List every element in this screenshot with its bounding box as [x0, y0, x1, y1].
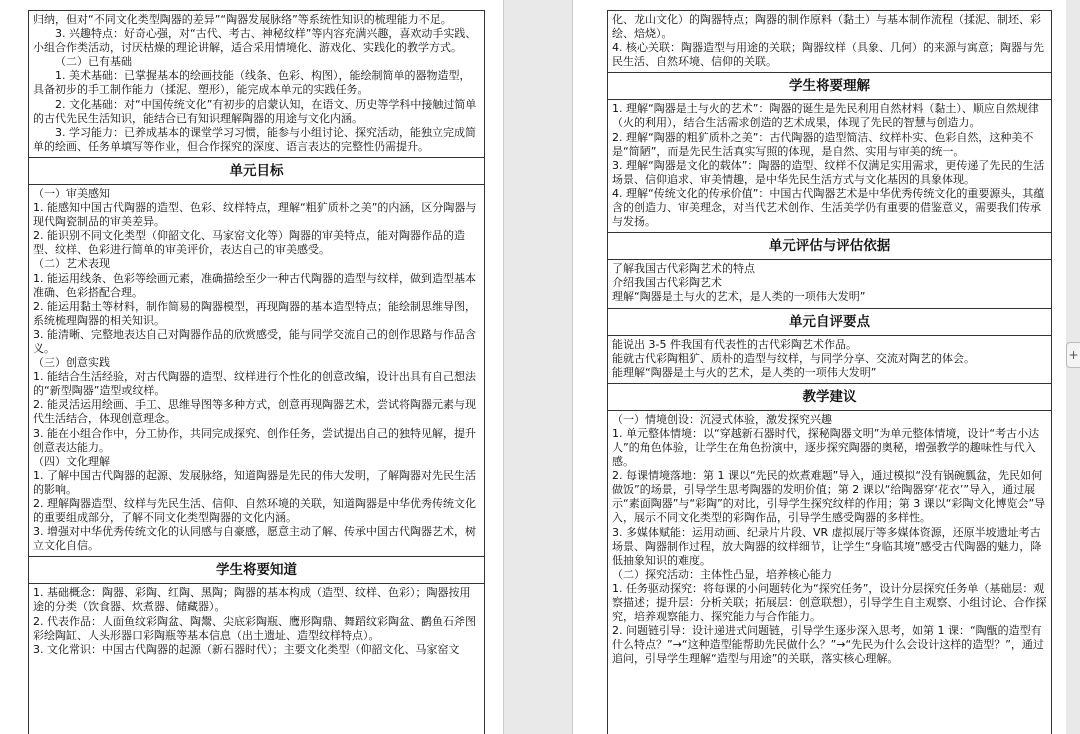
- subheading: （二）探究活动：主体性凸显，培养核心能力: [612, 567, 832, 581]
- lesson-plan-table: [607, 10, 1052, 734]
- paragraph: 2. 能识别不同文化类型（仰韶文化、马家窑文化等）陶器的审美特点，能对陶器作品的造型、纹样、色彩进行简单的审美评价，表达自己的审美感受。: [33, 229, 465, 257]
- paragraph: 能理解“陶器是土与火的艺术，是人类的一项伟大发明”: [612, 365, 877, 379]
- paragraph: 3. 能在小组合作中，分工协作，共同完成探究、创作任务，尝试提出自己的独特见解，提升创意表达能力。: [33, 426, 476, 454]
- paragraph: 1. 能结合生活经验，对古代陶器的造型、纹样进行个性化的创意改编，设计出具有自己想法的“新型陶器”造型或纹样。: [33, 370, 476, 398]
- lesson-plan-table: [28, 10, 485, 734]
- paragraph: 4. 理解“传统文化的传承价值”：中国古代陶器艺术是中华优秀传统文化的重要源头，其蕴含的创造力、审美理念，对当代艺术创作、生活美学仍有重要的借鉴意义，需要我们传承与发扬。: [612, 186, 1045, 229]
- paragraph: 3. 多媒体赋能：运用动画、纪录片片段、VR 虚拟展厅等多媒体资源，还原半坡遗址考古场景、陶器制作过程，放大陶器的纹样细节，让学生“身临其境”感受古代陶器的魅力，降低抽象知识的难度。: [612, 525, 1042, 567]
- paragraph: 1. 理解“陶器是土与火的艺术”：陶器的诞生是先民利用自然材料（黏土）、顺应自然规律（火的利用），结合生活需求创造的艺术成果，体现了先民的智慧与创造力。: [612, 102, 1039, 130]
- paragraph: 1. 了解中国古代陶器的起源、发展脉络，知道陶器是先民的伟大发明，了解陶器对先民生活的影响。: [33, 468, 476, 496]
- paragraph: 了解我国古代彩陶艺术的特点: [612, 262, 755, 276]
- unit-evaluation-cell: [608, 260, 1051, 308]
- paragraph: 1. 任务驱动探究：将每课的小问题转化为“探究任务”，设计分层探究任务单（基础层：观察描述；提升层：分析关联；拓展层：创意联想），引导学生自主观察、小组讨论、合作探究，培养观察能力、探究能力与合作能力。: [612, 581, 1047, 624]
- paragraph: 3. 学习能力：已养成基本的课堂学习习惯，能参与小组讨论、探究活动，能独立完成简单的绘画、任务单填写等作业，但合作探究的深度、语言表达的完整性仍需提升。: [33, 125, 476, 153]
- paragraph: 3. 文化常识：中国古代陶器的起源（新石器时代）；主要文化类型（仰韶文化、马家窑文: [33, 642, 460, 656]
- document-page-left: [0, 0, 504, 734]
- paragraph: 能说出 3-5 件我国有代表性的古代彩陶艺术作品。: [612, 337, 857, 351]
- subheading: （二）已有基础: [55, 55, 132, 69]
- unit-goals-cell: [29, 185, 484, 557]
- section-heading-students-will-know: 学生将要知道: [29, 557, 484, 584]
- add-panel-button[interactable]: +: [1066, 342, 1080, 368]
- paragraph: 2. 文化基础：对“中国传统文化”有初步的启蒙认知，在语文、历史等学科中接触过简单的古代先民生活知识，能结合已有知识理解陶器的用途与文化内涵。: [33, 97, 477, 125]
- section-heading-unit-evaluation: 单元评估与评估依据: [608, 233, 1051, 260]
- subheading: （一）情境创设：沉浸式体验，激发探究兴趣: [612, 412, 832, 426]
- paragraph: 2. 理解陶器造型、纹样与先民生活、信仰、自然环境的关联，知道陶器是中华优秀传统文化的重要组成部分，了解不同文化类型陶器的文化内涵。: [33, 497, 476, 525]
- paragraph: 3. 理解“陶器是文化的载体”：陶器的造型、纹样不仅满足实用需求，更传递了先民的生活场景、信仰追求、审美情趣，是中华先民生活方式与文化基因的具象体现。: [612, 158, 1045, 186]
- paragraph: 介绍我国古代彩陶艺术: [612, 276, 722, 290]
- paragraph: 归纳，但对“不同文化类型陶器的差异”“陶器发展脉络”等系统性知识的梳理能力不足。: [33, 13, 452, 26]
- paragraph: 2. 代表作品：人面鱼纹彩陶盆、陶鬶、尖底彩陶瓶、鹰形陶鼎、舞蹈纹彩陶盆、鹳鱼石斧图彩绘陶缸、人头形器口彩陶瓶等基本信息（出土遗址、造型纹样特点）。: [33, 614, 476, 642]
- section-heading-self-evaluation: 单元自评要点: [608, 309, 1051, 336]
- paragraph: 1. 能运用线条、色彩等绘画元素，准确描绘至少一种古代陶器的造型与纹样，做到造型基本准确、色彩搭配合理。: [33, 271, 476, 299]
- section-heading-teaching-suggestions: 教学建议: [608, 384, 1051, 411]
- paragraph: 2. 能运用黏土等材料，制作简易的陶器模型，再现陶器的基本造型特点；能绘制思维导图，系统梳理陶器的相关知识。: [33, 299, 476, 327]
- students-will-understand-cell: [608, 100, 1051, 233]
- paragraph: 2. 问题链引导：设计递进式问题链，引导学生逐步深入思考，如第 1 课：“陶甑的造型有什么特点？”→“这种造型能帮助先民做什么？”→“先民为什么会设计这样的造型？”，通过追问，引导学生理解“造型与用途”的关联，落实核心理解。: [612, 624, 1044, 666]
- paragraph: 1. 单元整体情境：以“穿越新石器时代，探秘陶器文明”为单元整体情境，设计“考古小达人”的角色体验，让学生在角色扮演中，逐步探究陶器的奥秘，增强教学的趣味性与代入感。: [612, 426, 1040, 469]
- students-will-know-cell: [29, 584, 484, 659]
- teaching-suggestions-cell: [608, 411, 1051, 670]
- subheading: （一）审美感知: [33, 186, 110, 200]
- paragraph: 理解“陶器是土与火的艺术，是人类的一项伟大发明”: [612, 290, 866, 304]
- subheading: （四）文化理解: [33, 454, 110, 468]
- paragraph: 4. 核心关联：陶器造型与用途的关联；陶器纹样（具象、几何）的来源与寓意；陶器与先民生活、自然环境、信仰的关联。: [612, 41, 1044, 69]
- paragraph: 2. 每课情境落地：第 1 课以“先民的炊煮难题”导入，通过模拟“没有锅碗瓢盆，先民如何做饭”的场景，引导学生思考陶器的发明价值；第 2 课以“给陶器穿‘花衣’”导入，通过展示“素面陶器”与“彩陶”的对比，引导学生探究纹样的作用；第 3 课以“彩陶文化博览会”导入，展示不同文化类型的彩陶作品，引导学生感受陶器的多样性。: [612, 469, 1046, 525]
- document-page-right: [572, 0, 1066, 734]
- section-heading-students-will-understand: 学生将要理解: [608, 73, 1051, 100]
- subheading: （三）创意实践: [33, 356, 110, 370]
- section-heading-unit-goals: 单元目标: [29, 158, 484, 185]
- paragraph: 2. 理解“陶器的粗犷质朴之美”：古代陶器的造型简洁、纹样朴实、色彩自然，这种美不是“简陋”，而是先民生活真实写照的体现，是自然、实用与审美的统一。: [612, 130, 1034, 158]
- paragraph: 1. 美术基础：已掌握基本的绘画技能（线条、色彩、构图），能绘制简单的器物造型，具备初步的手工制作能力（揉泥、塑形），能完成本单元的实践任务。: [33, 69, 471, 97]
- paragraph: 1. 基础概念：陶器、彩陶、红陶、黑陶；陶器的基本构成（造型、纹样、色彩）；陶器按用途的分类（饮食器、炊煮器、储藏器）。: [33, 586, 471, 614]
- paragraph: 3. 能清晰、完整地表达自己对陶器作品的欣赏感受，能与同学交流自己的创作思路与作品含义。: [33, 327, 476, 355]
- subheading: （二）艺术表现: [33, 257, 110, 271]
- paragraph: 化、龙山文化）的陶器特点；陶器的制作原料（黏土）与基本制作流程（揉泥、制坯、彩绘、焙烧）。: [612, 13, 1041, 41]
- paragraph: 能就古代彩陶粗犷、质朴的造型与纹样，与同学分享、交流对陶艺的体会。: [612, 351, 975, 365]
- paragraph: 3. 兴趣特点：好奇心强，对“古代、考古、神秘纹样”等内容充满兴趣，喜欢动手实践、小组合作类活动，讨厌枯燥的理论讲解，适合采用情境化、游戏化、实践化的教学方式。: [33, 27, 477, 55]
- students-will-know-continued-cell: [608, 11, 1051, 73]
- paragraph: 2. 能灵活运用绘画、手工、思维导图等多种方式，创意再现陶器艺术，尝试将陶器元素与现代生活结合，体现创意理念。: [33, 398, 476, 426]
- student-analysis-cell: [29, 11, 484, 158]
- paragraph: 3. 增强对中华优秀传统文化的认同感与自豪感，愿意主动了解、传承中国古代陶器艺术，树立文化自信。: [33, 525, 476, 553]
- paragraph: 1. 能感知中国古代陶器的造型、色彩、纹样特点，理解“粗犷质朴之美”的内涵，区分陶器与现代陶瓷制品的审美差异。: [33, 201, 477, 229]
- self-evaluation-cell: [608, 336, 1051, 384]
